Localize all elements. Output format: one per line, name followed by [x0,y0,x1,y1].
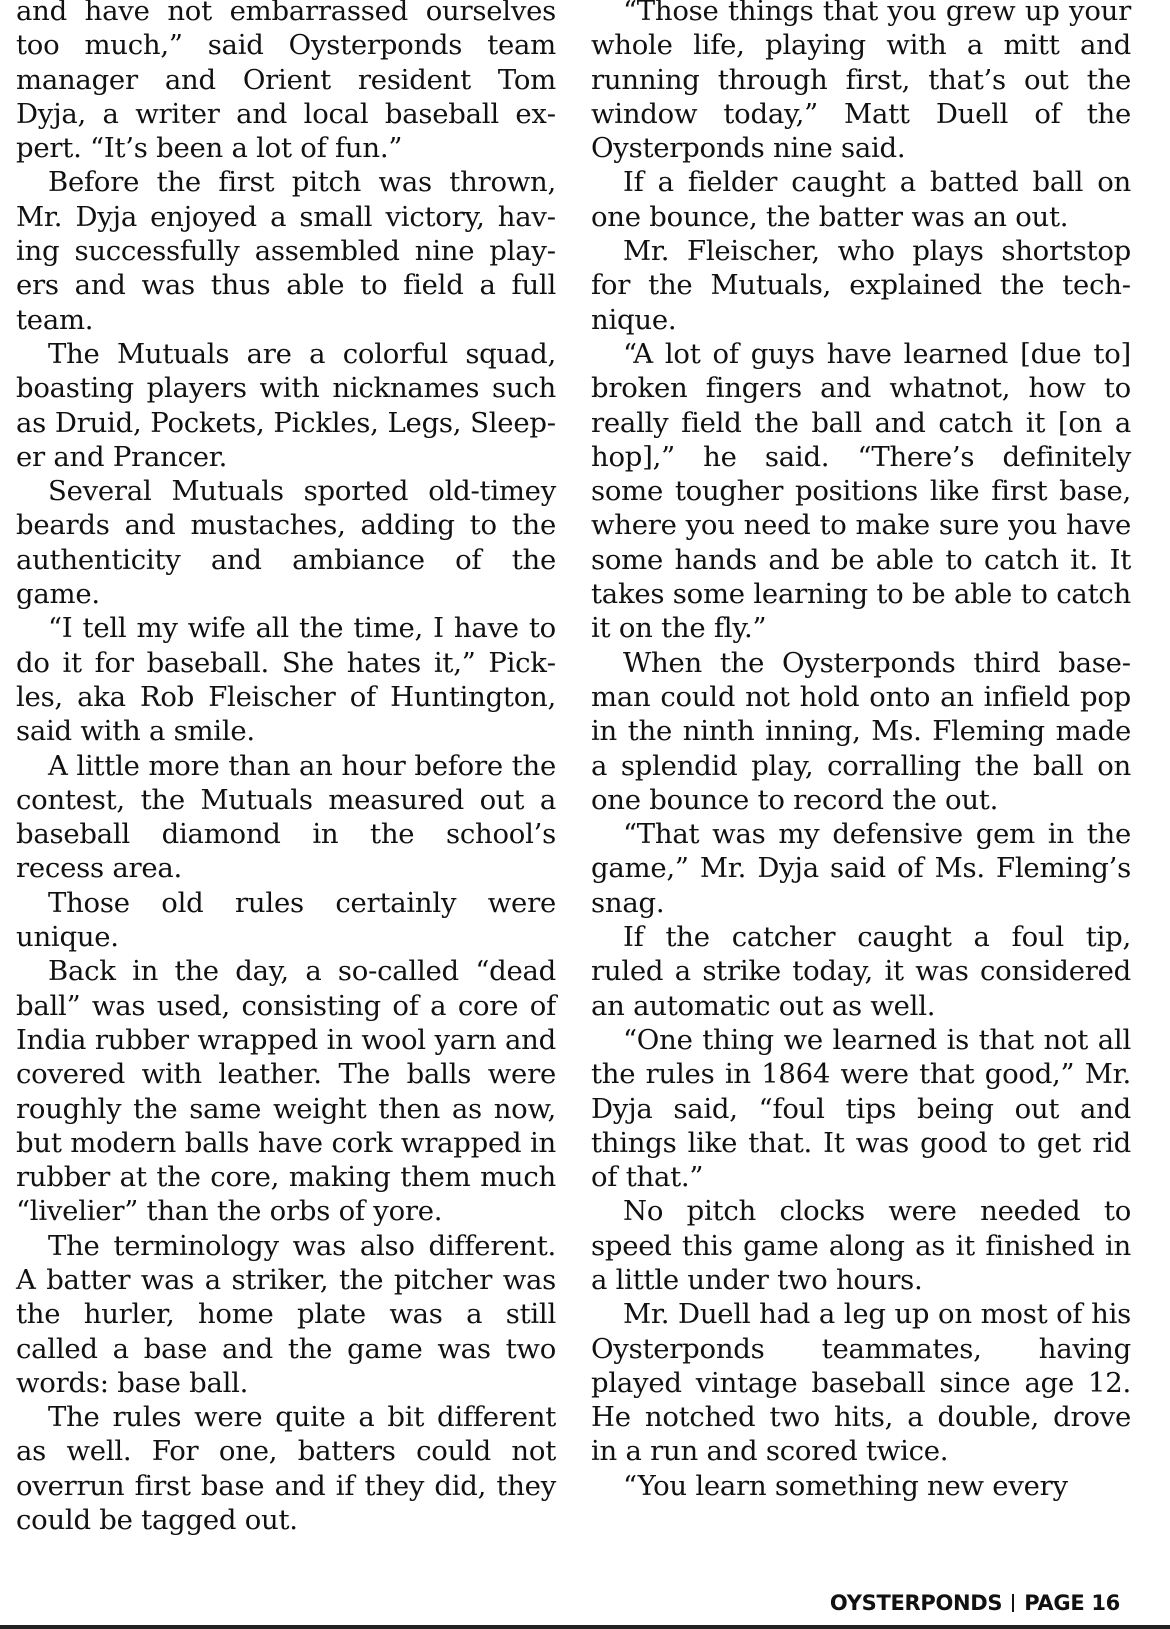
article-paragraph: Before the first pitch was thrown, Mr. Dyja enjoyed a small victory, having successfully assembled nine players and was thus able to field a full team. [16,166,556,336]
article-paragraph: Back in the day, a so-called “dead ball” was used, consisting of a core of India rubber wrapped in wool yarn and covered with leather. The balls were roughly the same weight then as now, but modern balls have cork wrapped in rubber at the core, making them much “livelier” than the orbs of yore. [16,955,556,1228]
jump-section: OYSTERPONDS [829,1591,1003,1615]
article-paragraph: Those old rules certainly were unique. [16,886,556,954]
article-paragraph: “You learn something new every [623,1469,1068,1502]
article-column-right [591,0,1131,1503]
article-paragraph: “A lot of guys have learned [due to] broken fingers and whatnot, how to really field the ball and catch it [on a hop],” he said. “There’s definitely some tougher positions like first base, where you need to make sure you have some hands and be able to catch it. It takes some learning to be able to catch it on the fly.” [591,337,1131,645]
article-paragraph: When the Oysterponds third baseman could not hold onto an infield pop in the ninth inning, Ms. Fleming made a splendid play, corralling the ball on one bounce to record the out. [591,646,1131,816]
article-paragraph: “That was my defensive gem in the game,” Mr. Dyja said of Ms. Fleming’s snag. [591,818,1131,919]
article-column-left [16,0,556,1537]
jump-separator [1012,1594,1014,1612]
article-paragraph: A little more than an hour before the contest, the Mutuals measured out a baseball diamond in the school’s recess area. [16,749,556,885]
jump-page: PAGE 16 [1024,1591,1120,1615]
article-paragraph: Several Mutuals sported old-timey beards and mustaches, adding to the authenticity and ambiance of the game. [16,475,556,611]
article-paragraph: “I tell my wife all the time, I have to do it for baseball. She hates it,” Pickles, aka Rob Fleischer of Huntington, said with a smile. [16,612,556,748]
article-paragraph: The terminology was also different. A batter was a striker, the pitcher was the hurler, home plate was a still called a base and the game was two words: base ball. [16,1229,556,1399]
article-paragraph: If a fielder caught a batted ball on one bounce, the batter was an out. [591,166,1131,233]
continued-on-jump-line [830,1591,1120,1615]
article-paragraph: Mr. Duell had a leg up on most of his Oysterponds teammates, having played vintage baseball since age 12. He notched two hits, a double, drove in a run and scored twice. [591,1298,1131,1468]
article-paragraph: The rules were quite a bit different as well. For one, batters could not overrun first base and if they did, they could be tagged out. [16,1401,556,1537]
article-paragraph: If the catcher caught a foul tip, ruled a strike today, it was considered an automatic out as well. [591,921,1131,1022]
article-paragraph: “Those things that you grew up your whole life, playing with a mitt and running through first, that’s out the window today,” Matt Duell of the Oysterponds nine said. [591,0,1131,165]
article-paragraph: “One thing we learned is that not all the rules in 1864 were that good,” Mr. Dyja said, “foul tips being out and things like that. It was good to get rid of that.” [591,1023,1131,1194]
article-paragraph: Mr. Fleischer, who plays shortstop for the Mutuals, explained the technique. [591,235,1131,336]
article-paragraph: The Mutuals are a colorful squad, boasting players with nicknames such as Druid, Pockets, Pickles, Legs, Sleeper and Prancer. [16,337,556,473]
article-paragraph: and have not embarrassed ourselves too much,” said Oysterponds team manager and Orient resident Tom Dyja, a writer and local baseball expert. “It’s been a lot of fun.” [16,0,556,165]
article-paragraph: No pitch clocks were needed to speed this game along as it finished in a little under two hours. [591,1195,1131,1296]
bottom-rule [0,1625,1170,1629]
